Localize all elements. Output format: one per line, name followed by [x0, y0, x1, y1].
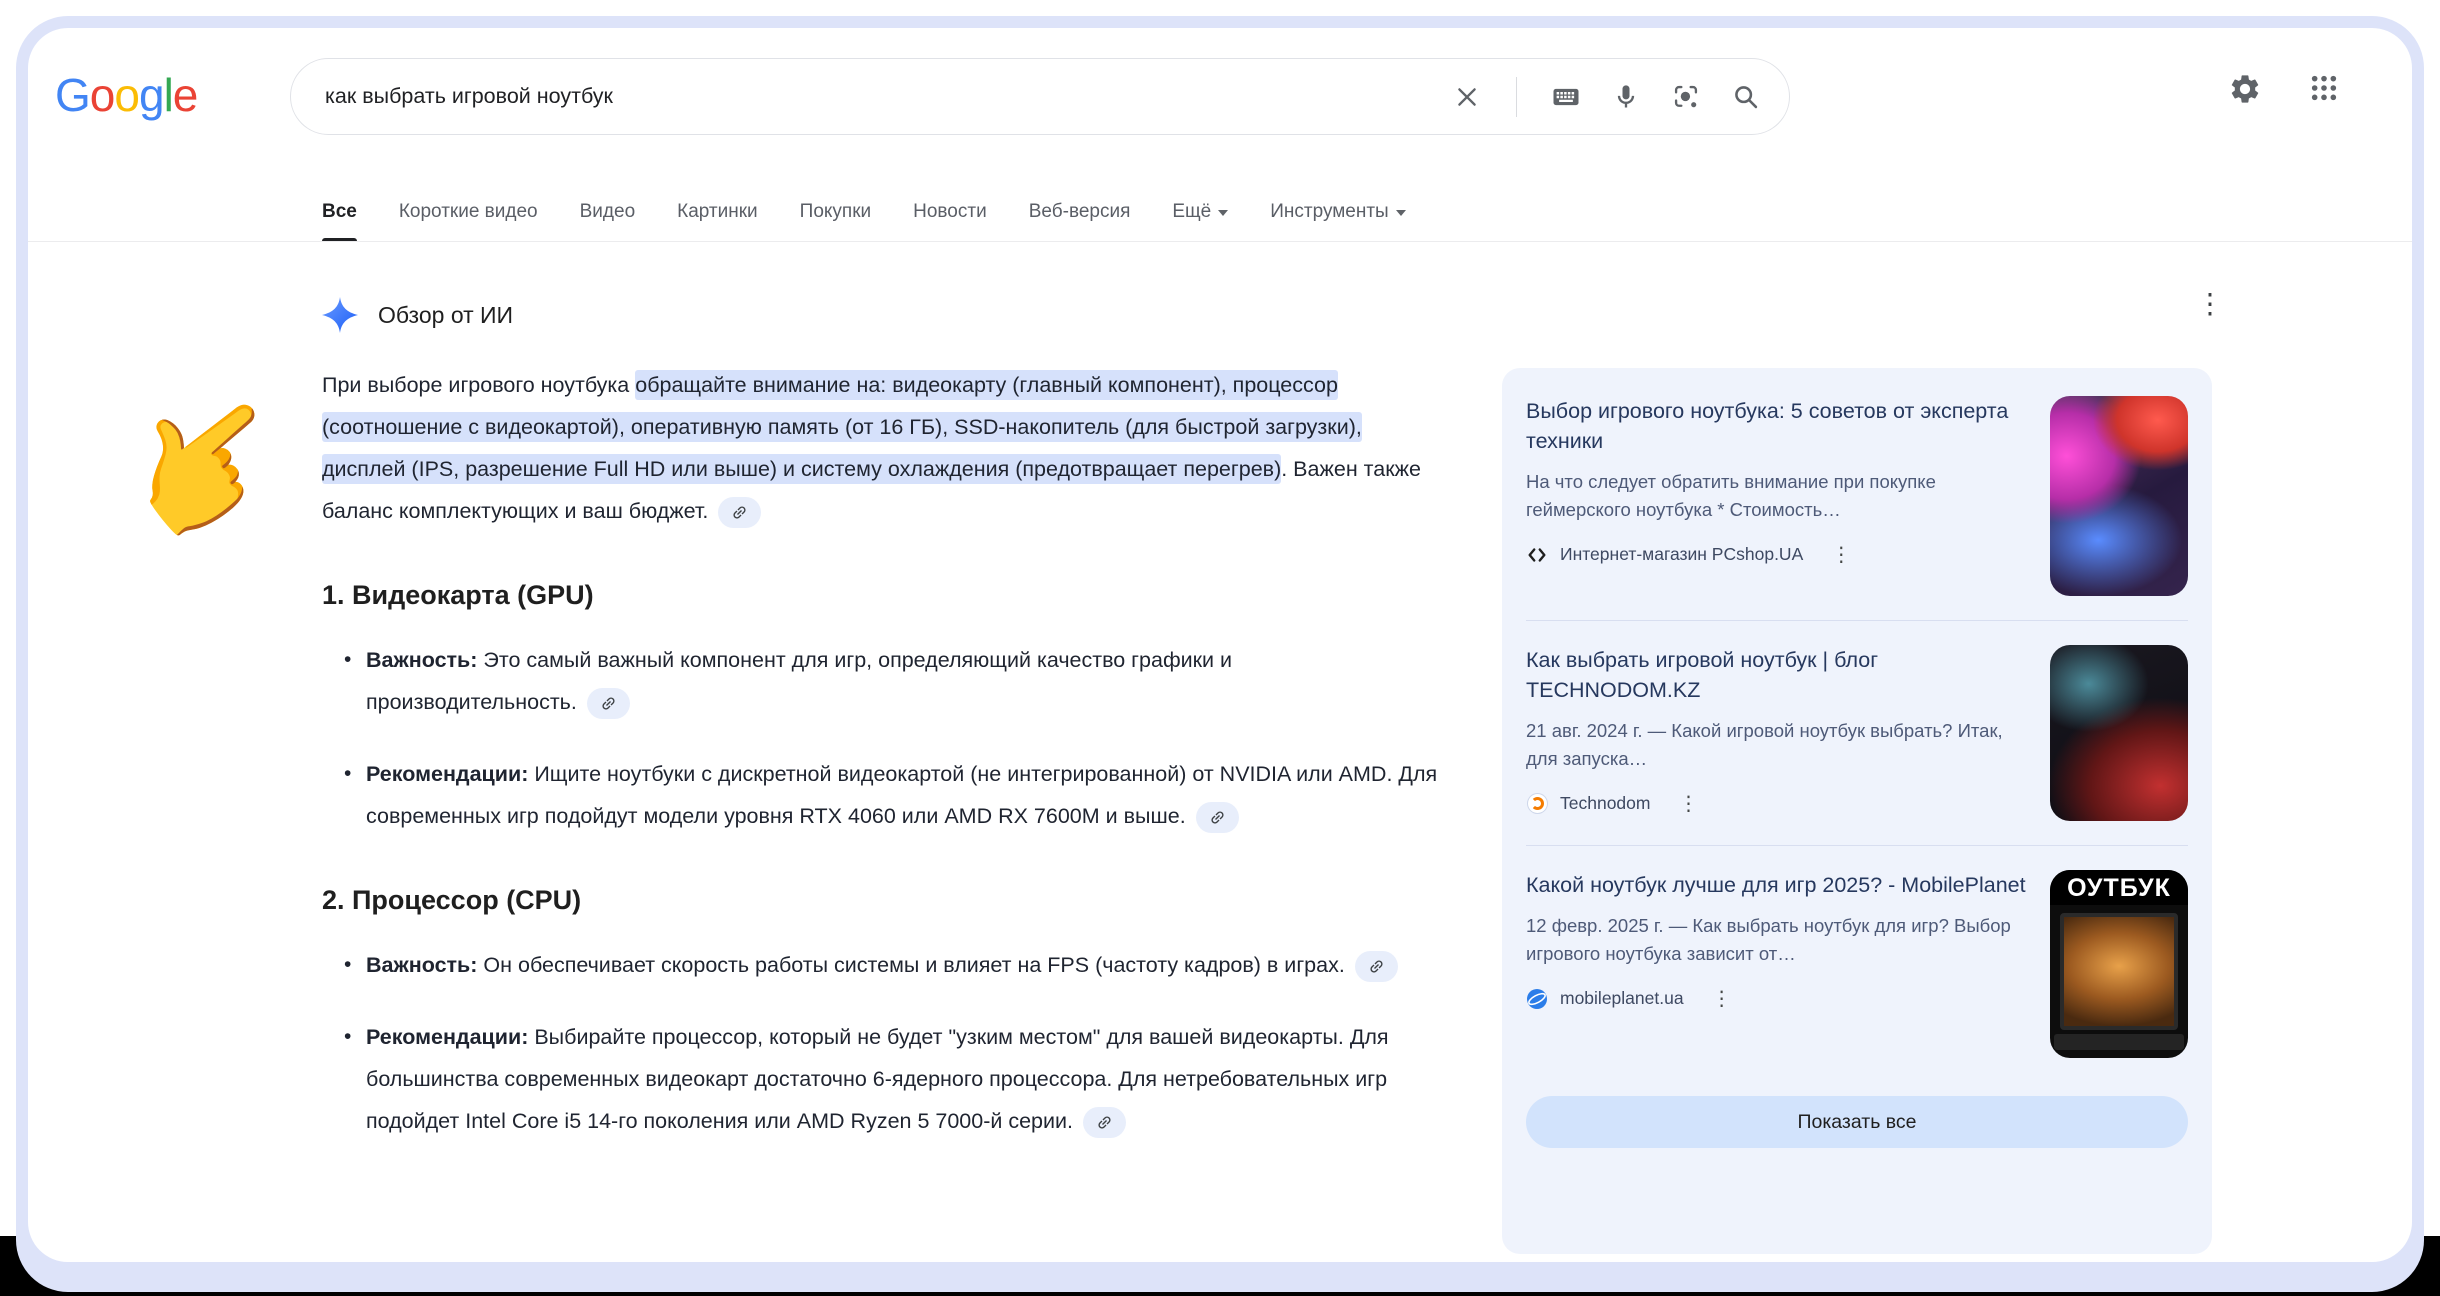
google-lens-icon[interactable]	[1671, 82, 1701, 112]
tab-images[interactable]: Картинки	[677, 201, 758, 222]
result-title[interactable]: Какой ноутбук лучше для игр 2025? - MobilePlanet	[1526, 873, 2026, 897]
tab-tools[interactable]: Инструменты	[1270, 201, 1405, 241]
result-snippet: На что следует обратить внимание при покупке геймерского ноутбука * Стоимость…	[1526, 471, 1936, 520]
highlighted-text: обращайте внимание на: видеокарту (главный компонент), процессор (соотношение с видеокартой), оперативную память (от 16 ГБ), SSD-накопитель (для быстрой загрузки), дисплей (IPS, разрешение Full HD или выше) и систему охлаждения (предотвращает перегрев)	[322, 370, 1362, 484]
source-name: Technodom	[1560, 793, 1651, 813]
tab-web[interactable]: Веб-версия	[1028, 201, 1131, 222]
card-menu-icon[interactable]: ⋮	[1831, 544, 1852, 566]
section-heading-gpu: 1. Видеокарта (GPU)	[322, 580, 594, 610]
search-divider	[1516, 77, 1517, 117]
tab-all[interactable]: Все	[322, 201, 357, 241]
result-snippet: 21 авг. 2024 г. — Какой игровой ноутбук выбрать? Итак, для запуска…	[1526, 720, 2003, 769]
tab-shopping[interactable]: Покупки	[799, 201, 872, 222]
tab-videos[interactable]: Видео	[579, 201, 636, 222]
tab-more[interactable]: Ещё	[1172, 201, 1228, 241]
result-title[interactable]: Выбор игрового ноутбука: 5 советов от эксперта техники	[1526, 399, 2009, 453]
tab-news[interactable]: Новости	[913, 201, 987, 222]
result-thumbnail[interactable]	[2050, 870, 2188, 1058]
search-input[interactable]	[325, 84, 1452, 109]
citation-link-icon[interactable]	[1355, 951, 1398, 982]
card-menu-icon[interactable]: ⋮	[1678, 793, 1699, 815]
card-menu-icon[interactable]: ⋮	[1711, 988, 1732, 1010]
show-all-button[interactable]: Показать все	[1526, 1096, 2188, 1148]
result-thumbnail[interactable]	[2050, 396, 2188, 596]
source-name: Интернет-магазин PCshop.UA	[1560, 544, 1804, 564]
microphone-icon[interactable]	[1611, 82, 1641, 112]
result-snippet: 12 февр. 2025 г. — Как выбрать ноутбук для игр? Выбор игрового ноутбука зависит от…	[1526, 915, 2011, 964]
citation-link-icon[interactable]	[718, 497, 761, 528]
code-brackets-icon	[1526, 544, 1548, 566]
list-item: • Рекомендации: Ищите ноутбуки с дискретной видеокартой (не интегрированной) от NVIDIA или AMD. Для современных игр подойдут модели уровня RTX 4060 или AMD RX 7600M и выше.	[322, 753, 1440, 837]
citation-link-icon[interactable]	[1083, 1107, 1126, 1138]
google-results-page	[28, 28, 2412, 1262]
google-logo[interactable]: Google	[55, 69, 198, 121]
pointing-hand-emoji: 👉	[95, 357, 316, 575]
section-heading-cpu: 2. Процессор (CPU)	[322, 885, 582, 915]
globe-icon	[1526, 988, 1548, 1010]
keyboard-icon[interactable]	[1551, 82, 1581, 112]
chevron-down-icon	[1218, 210, 1228, 216]
ai-overview-menu-icon[interactable]: ⋮	[2196, 288, 2224, 319]
search-submit-icon[interactable]	[1731, 82, 1761, 112]
ai-overview-sources-panel	[1502, 368, 2212, 1254]
source-card[interactable]	[1526, 620, 2188, 845]
tab-short-videos[interactable]: Короткие видео	[398, 201, 538, 222]
citation-link-icon[interactable]	[1196, 802, 1239, 833]
search-bar[interactable]	[290, 58, 1790, 135]
result-tabs	[28, 178, 2412, 242]
technodom-favicon	[1526, 793, 1548, 815]
result-title[interactable]: Как выбрать игровой ноутбук | блог TECHNODOM.KZ	[1526, 648, 1879, 702]
gemini-sparkle-icon	[322, 297, 358, 333]
source-name: mobileplanet.ua	[1560, 988, 1684, 1008]
citation-link-icon[interactable]	[587, 688, 630, 719]
thumbnail-caption: ОУТБУК	[2050, 870, 2188, 905]
source-card[interactable]	[1526, 845, 2188, 1082]
list-item: • Рекомендации: Выбирайте процессор, который не будет "узким местом" для вашей видеокарты. Для большинства современных видеокарт достаточно 6-ядерного процессора. Для нетребовательных игр подойдет Intel Core i5 14-го поколения или AMD Ryzen 5 7000-й серии.	[322, 1016, 1440, 1142]
clear-icon[interactable]	[1452, 82, 1482, 112]
list-item: • Важность: Он обеспечивает скорость работы системы и влияет на FPS (частоту кадров) в играх.	[322, 944, 1440, 986]
google-apps-grid-icon[interactable]	[2308, 72, 2342, 106]
ai-overview-intro: При выборе игрового ноутбука обращайте внимание на: видеокарту (главный компонент), процессор (соотношение с видеокартой), оперативную память (от 16 ГБ), SSD-накопитель (для быстрой загрузки), дисплей (IPS, разрешение Full HD или выше) и систему охлаждения (предотвращает перегрев). Важен также баланс комплектующих и ваш бюджет.	[322, 364, 1440, 532]
ai-overview-label: Обзор от ИИ	[378, 301, 514, 328]
result-thumbnail[interactable]	[2050, 645, 2188, 821]
source-card[interactable]	[1526, 372, 2188, 620]
chevron-down-icon	[1396, 210, 1406, 216]
list-item: • Важность: Это самый важный компонент для игр, определяющий качество графики и производительность.	[322, 639, 1440, 723]
settings-gear-icon[interactable]	[2228, 72, 2262, 106]
